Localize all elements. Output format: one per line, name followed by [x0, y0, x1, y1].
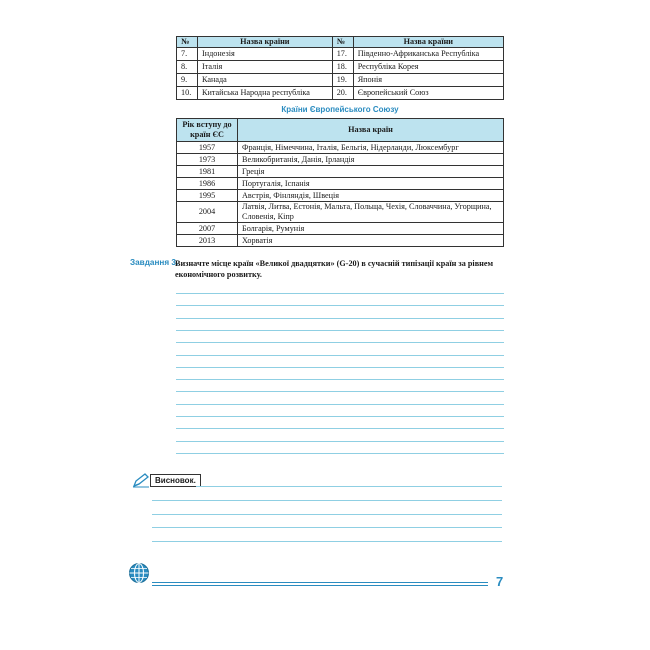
writing-line[interactable] [176, 330, 504, 331]
table-row [177, 190, 504, 202]
footer-rule [152, 585, 488, 586]
country-list: Болгарія, Румунія [238, 223, 504, 235]
writing-line[interactable] [176, 342, 504, 343]
writing-line[interactable] [176, 293, 504, 294]
writing-line[interactable] [196, 486, 502, 487]
country-list: Австрія, Фінляндія, Швеція [238, 190, 504, 202]
column-header-country: Назва країни [353, 37, 503, 48]
country-name: Південно-Африканська Республіка [353, 48, 503, 61]
row-number: 20. [332, 87, 353, 100]
country-list: Великобританія, Данія, Ірландія [238, 154, 504, 166]
table-row [177, 154, 504, 166]
accession-year: 2007 [177, 223, 238, 235]
table-row [177, 223, 504, 235]
row-number: 19. [332, 74, 353, 87]
g20-countries-table [176, 36, 504, 100]
row-number: 9. [177, 74, 198, 87]
column-header-country: Назва країни [198, 37, 333, 48]
row-number: 7. [177, 48, 198, 61]
conclusion-label: Висновок. [150, 474, 201, 487]
writing-line[interactable] [176, 416, 504, 417]
row-number: 17. [332, 48, 353, 61]
table-row [177, 142, 504, 154]
writing-line[interactable] [176, 318, 504, 319]
accession-year: 1981 [177, 166, 238, 178]
column-header-number: № [177, 37, 198, 48]
accession-year: 2013 [177, 235, 238, 247]
task-label: Завдання 3. [130, 258, 179, 267]
table-row [177, 87, 504, 100]
writing-line[interactable] [152, 514, 502, 515]
table-row [177, 235, 504, 247]
country-name: Європейський Союз [353, 87, 503, 100]
country-list: Франція, Німеччина, Італія, Бельгія, Нідерланди, Люксембург [238, 142, 504, 154]
writing-line[interactable] [176, 404, 504, 405]
country-list: Греція [238, 166, 504, 178]
eu-countries-table [176, 118, 504, 247]
country-name: Італія [198, 61, 333, 74]
writing-line[interactable] [176, 355, 504, 356]
writing-line[interactable] [176, 367, 504, 368]
writing-line[interactable] [152, 500, 502, 501]
writing-line[interactable] [176, 379, 504, 380]
writing-line[interactable] [176, 453, 504, 454]
table-row [177, 48, 504, 61]
writing-line[interactable] [176, 391, 504, 392]
globe-icon [128, 562, 150, 584]
eu-table-title: Країни Європейського Союзу [281, 105, 399, 114]
country-name: Республіка Корея [353, 61, 503, 74]
writing-line[interactable] [176, 305, 504, 306]
country-list: Португалія, Іспанія [238, 178, 504, 190]
accession-year: 2004 [177, 202, 238, 223]
country-list: Хорватія [238, 235, 504, 247]
country-name: Японія [353, 74, 503, 87]
row-number: 8. [177, 61, 198, 74]
table-header-row [177, 37, 504, 48]
table-header-row [177, 119, 504, 142]
task-text: Визначте місце країн «Великої двадцятки» (G-20) в сучасній типізації країн за рівнем економічного розвитку. [175, 259, 494, 279]
accession-year: 1995 [177, 190, 238, 202]
row-number: 10. [177, 87, 198, 100]
column-header-number: № [332, 37, 353, 48]
country-name: Індонезія [198, 48, 333, 61]
row-number: 18. [332, 61, 353, 74]
country-name: Канада [198, 74, 333, 87]
table-row [177, 61, 504, 74]
footer-rule [152, 582, 488, 583]
writing-line[interactable] [176, 428, 504, 429]
writing-line[interactable] [176, 441, 504, 442]
page-number: 7 [496, 574, 504, 589]
table-row [177, 178, 504, 190]
accession-year: 1986 [177, 178, 238, 190]
writing-line[interactable] [152, 541, 502, 542]
table-row [177, 74, 504, 87]
country-name: Китайська Народна республіка [198, 87, 333, 100]
table-row [177, 202, 504, 223]
pencil-icon [132, 472, 150, 488]
table-row [177, 166, 504, 178]
writing-line[interactable] [152, 527, 502, 528]
country-list: Латвія, Литва, Естонія, Мальта, Польща, Чехія, Словаччина, Угорщина, Словенія, Кіпр [238, 202, 504, 223]
accession-year: 1973 [177, 154, 238, 166]
column-header-countries: Назва країн [238, 119, 504, 142]
column-header-year: Рік вступу до країн ЄС [177, 119, 238, 142]
accession-year: 1957 [177, 142, 238, 154]
